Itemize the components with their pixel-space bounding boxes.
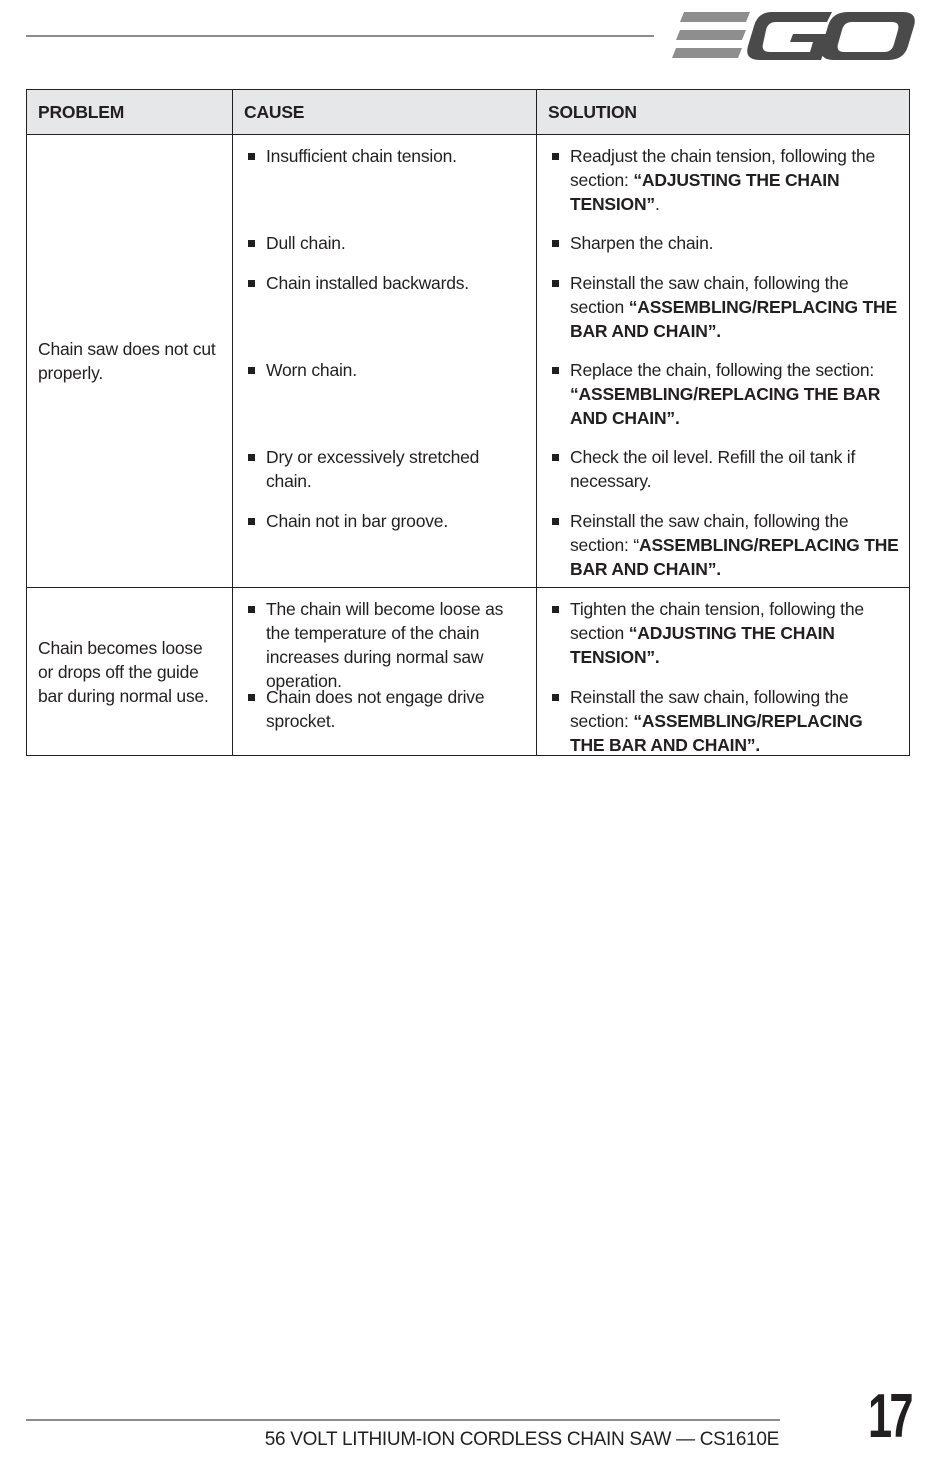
header-rule <box>26 35 654 37</box>
column-header-cause: CAUSE <box>233 90 537 135</box>
troubleshooting-table <box>26 89 910 756</box>
column-header-solution: SOLUTION <box>537 90 910 135</box>
solution-list <box>537 135 909 587</box>
list-item: Dull chain. <box>233 231 528 271</box>
list-item: Reinstall the saw chain, following the section “ASSEMBLING/REPLACING THE BAR AND CHAIN”. <box>537 271 901 358</box>
solution-cell <box>537 588 910 756</box>
problem-cell: Chain becomes loose or drops off the guide bar during normal use. <box>27 588 233 756</box>
footer-title: 56 VOLT LITHIUM-ION CORDLESS CHAIN SAW — CS1610E <box>264 1429 779 1450</box>
list-item: Reinstall the saw chain, following the section: “ASSEMBLING/REPLACING THE BAR AND CHAIN”. <box>537 509 901 581</box>
page-number: 17 <box>868 1382 911 1451</box>
list-item: Replace the chain, following the section: “ASSEMBLING/REPLACING THE BAR AND CHAIN”. <box>537 358 901 445</box>
cause-cell <box>233 135 537 588</box>
list-item: Readjust the chain tension, following the section: “ADJUSTING THE CHAIN TENSION”. <box>537 144 901 231</box>
list-item: Insufficient chain tension. <box>233 144 528 231</box>
list-item: Chain does not engage drive sprocket. <box>233 685 528 749</box>
list-item: Reinstall the saw chain, following the section: “ASSEMBLING/REPLACING THE BAR AND CHAIN”. <box>537 685 901 749</box>
solution-cell <box>537 135 910 588</box>
list-item: Dry or excessively stretched chain. <box>233 445 528 509</box>
column-header-problem: PROBLEM <box>27 90 233 135</box>
table-header-row <box>27 90 910 135</box>
list-item: Worn chain. <box>233 358 528 445</box>
footer-rule <box>26 1419 780 1421</box>
table-row <box>27 588 910 756</box>
list-item: Sharpen the chain. <box>537 231 901 271</box>
solution-list <box>537 588 909 755</box>
cause-list <box>233 588 536 755</box>
problem-cell: Chain saw does not cut properly. <box>27 135 233 588</box>
ego-logo <box>672 8 916 64</box>
table-row <box>27 135 910 588</box>
list-item: Check the oil level. Refill the oil tank if necessary. <box>537 445 901 509</box>
list-item: The chain will become loose as the temperature of the chain increases during normal saw operation. <box>233 597 528 685</box>
list-item: Tighten the chain tension, following the section “ADJUSTING THE CHAIN TENSION”. <box>537 597 901 685</box>
cause-list <box>233 135 536 587</box>
list-item: Chain installed backwards. <box>233 271 528 358</box>
cause-cell <box>233 588 537 756</box>
list-item: Chain not in bar groove. <box>233 509 528 581</box>
